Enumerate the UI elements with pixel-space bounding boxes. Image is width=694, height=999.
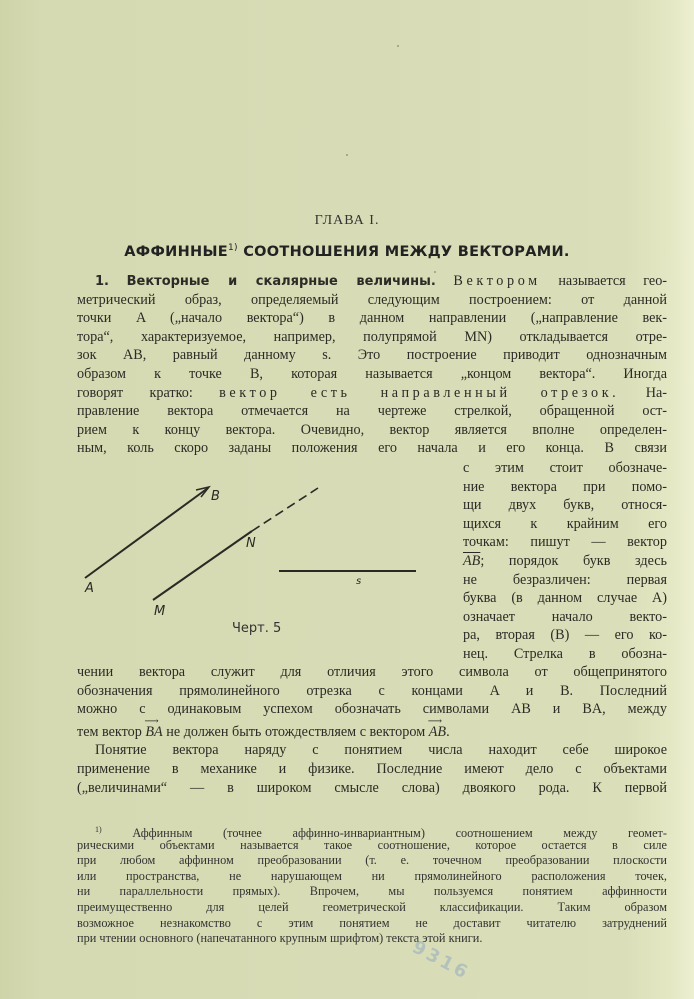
text-line: с этим стоит обозначе-	[463, 460, 667, 476]
footnote-line: ни параллельности прямых). Впрочем, мы пользуемся понятием аффинности	[77, 884, 667, 899]
text-fragment: тем вектор	[77, 723, 146, 740]
chapter-title-rest: СООТНОШЕНИЯ МЕЖДУ ВЕКТОРАМИ.	[243, 243, 570, 260]
footnote-line	[77, 822, 667, 841]
text-line: Понятие вектора наряду с понятием числа находит себе широкое	[95, 742, 667, 759]
footnote-reference[interactable]: 1)	[227, 243, 238, 253]
section-heading: Векторные и скалярные величины.	[126, 274, 436, 289]
text-line: не безразличен: первая	[463, 571, 667, 588]
footnote-line: рическими объектами называется такое соотношение, которое остается в силе	[77, 837, 667, 852]
text-line: рием к концу вектора. Очевидно, вектор является вполне определен-	[77, 421, 667, 438]
footnote-mark: 1)	[95, 825, 102, 834]
text-line	[463, 552, 667, 571]
paragraph-1-continued	[77, 663, 667, 797]
text-line: можно с одинаковым успехом обозначать символами AB и BA, между	[77, 701, 667, 718]
text-line: означает начало векто-	[463, 608, 667, 625]
footnote-line: возможное незнакомство с этим понятием не доставит читателю затруднений	[77, 915, 667, 930]
footnote-line: при любом аффинном преобразовании (т. е. точечном преобразовании плоскости	[77, 853, 667, 868]
paragraph-1	[77, 272, 667, 458]
text-fragment: На-	[619, 384, 667, 401]
vector-ab-line	[85, 488, 208, 578]
footnote	[77, 822, 667, 947]
text-fragment: ; порядок букв здесь	[480, 552, 667, 569]
text-line: щи двух букв, относя-	[463, 497, 667, 514]
text-line: буква (в данном случае A)	[463, 590, 667, 607]
text-line: точкам: пишут — вектор	[463, 534, 667, 551]
vector-notation: $\overline{AB}$	[463, 552, 481, 569]
text-line: обозначения прямолинейного отрезка с концами A и B. Последний	[77, 682, 667, 699]
text-line	[77, 723, 667, 742]
section-number: 1.	[95, 274, 109, 289]
text-line: ра, вторая (B) — его ко-	[463, 627, 667, 644]
chapter-title-first-word: АФФИННЫЕ	[124, 243, 228, 260]
footnote-line: при чтении основного (напечатанного крупным шрифтом) текста этой книги.	[77, 931, 483, 946]
label-b: B	[211, 489, 220, 504]
text-line	[77, 272, 667, 291]
footnote-line: преимущественно для целей геометрической классификации. Таким образом	[77, 899, 667, 914]
text-fragment: называется гео-	[540, 273, 668, 289]
text-line: метрический образ, определяемый следующим построением: от данной	[77, 291, 667, 308]
text-line: („величинами“ — в широком смысле слова) двоякого рода. К первой	[77, 779, 667, 796]
paper-speck	[434, 271, 436, 273]
text-line: точки A („начало вектора“) в данном направлении („направление век-	[77, 310, 667, 327]
text-line: образом к точке B, которая называется „концом вектора“. Иногда	[77, 365, 667, 382]
label-n: N	[246, 536, 256, 551]
chapter-title	[0, 243, 694, 260]
text-fragment: .	[446, 723, 450, 740]
text-line	[77, 384, 667, 403]
ray-mn-dashed	[252, 488, 318, 531]
defined-term: Вектором	[453, 273, 541, 289]
ray-mn-solid	[153, 531, 252, 600]
chapter-label: ГЛАВА I.	[314, 213, 380, 228]
vector-ba: ⟶ BA	[145, 724, 162, 740]
emphasized-definition: вектор есть направленный отрезок.	[219, 384, 620, 401]
text-line: нец. Стрелка в обозна-	[463, 645, 667, 662]
paper-speck	[346, 154, 348, 156]
text-line: щихся к крайним его	[463, 515, 667, 532]
footnote-line: или пространства, не нарушающем ни прямолинейного расположения точек,	[77, 868, 667, 883]
text-fragment: Аффинным (точнее аффинно-инвариантным) соотношением между геомет-	[101, 826, 667, 841]
figure-caption: Черт. 5	[232, 621, 282, 636]
label-a: A	[85, 581, 94, 596]
paper-speck	[397, 45, 399, 47]
text-line: ние вектора при помо-	[463, 478, 667, 495]
text-line: применение в механике и физике. Последние имеют дело с объектами	[77, 760, 667, 777]
text-line: зок AB, равный данному s. Это построение приводит однозначным	[77, 347, 667, 364]
library-stamp: 9316	[408, 936, 474, 985]
text-line: тора“, характеризуемое, например, полупрямой MN) откладывается отре-	[77, 328, 667, 345]
text-line: правление вектора отмечается на чертеже стрелкой, обращенной ост-	[77, 403, 667, 420]
text-fragment: говорят кратко:	[77, 384, 220, 401]
vector-ab: ⟶ AB	[429, 724, 446, 740]
side-column-text	[463, 459, 667, 664]
text-fragment: не должен быть отождествляем с вектором	[162, 723, 429, 740]
text-line: ным, коль скоро заданы положения его начала и его конца. В связи	[77, 440, 667, 457]
label-m: M	[154, 604, 166, 619]
text-line: чении вектора служит для отличия этого символа от общепринятого	[77, 664, 667, 680]
label-s: s	[356, 576, 362, 587]
